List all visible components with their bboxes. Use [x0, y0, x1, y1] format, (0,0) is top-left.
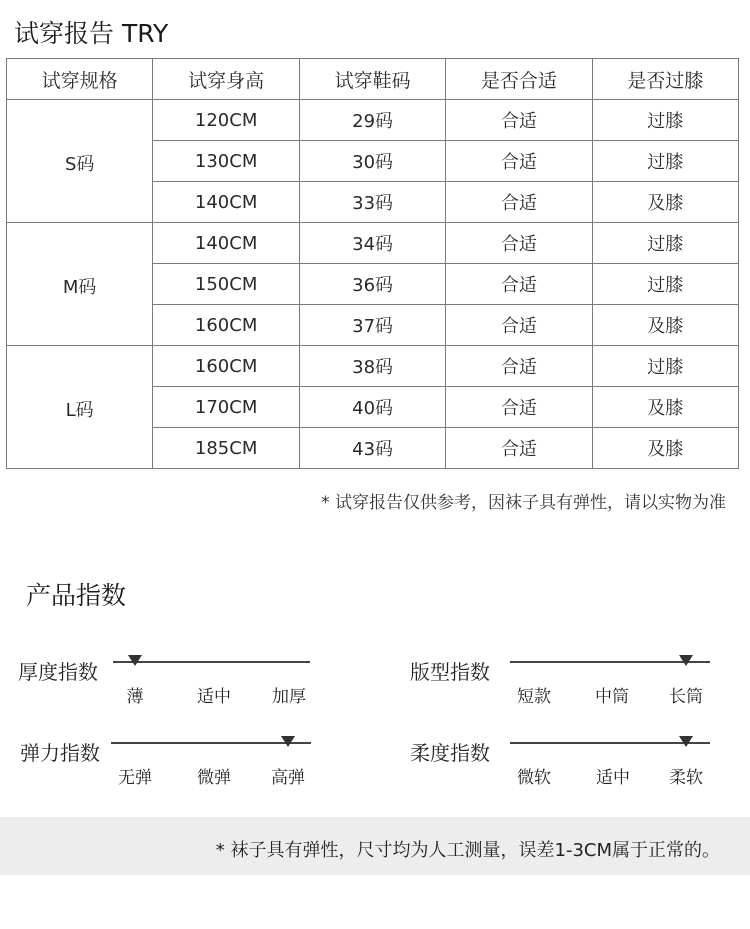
knee-cell: 过膝: [592, 223, 738, 264]
shoe-cell: 30码: [299, 141, 445, 182]
knee-cell: 过膝: [592, 264, 738, 305]
fit-cell: 合适: [446, 182, 592, 223]
height-cell: 170CM: [153, 387, 300, 428]
index-label: 适中: [197, 687, 231, 707]
index-label: 薄: [126, 687, 144, 707]
shoe-cell: 33码: [299, 182, 445, 223]
try-report-table: [6, 58, 739, 469]
height-cell: 185CM: [153, 428, 300, 469]
size-cell: M码: [7, 223, 153, 346]
height-cell: 120CM: [153, 100, 300, 141]
index-name: 柔度指数: [410, 741, 490, 765]
header-fit: 是否合适: [446, 59, 592, 100]
height-cell: 130CM: [153, 141, 300, 182]
index-name: 弹力指数: [20, 741, 100, 765]
index-marker: [679, 736, 693, 747]
index-label: 无弹: [118, 768, 152, 788]
index-name: 版型指数: [410, 660, 490, 684]
fit-cell: 合适: [446, 305, 592, 346]
header-shoe: 试穿鞋码: [299, 59, 445, 100]
shoe-cell: 38码: [299, 346, 445, 387]
shoe-cell: 36码: [299, 264, 445, 305]
index-label: 高弹: [271, 768, 305, 788]
page-title: 试穿报告 TRY: [14, 19, 169, 48]
header-size: 试穿规格: [7, 59, 153, 100]
shoe-cell: 29码: [299, 100, 445, 141]
fit-cell: 合适: [446, 264, 592, 305]
index-label: 微软: [517, 768, 551, 788]
knee-cell: 及膝: [592, 305, 738, 346]
table-row: [7, 100, 739, 141]
index-label: 适中: [596, 768, 630, 788]
index-marker: [128, 655, 142, 666]
fit-cell: 合适: [446, 223, 592, 264]
knee-cell: 及膝: [592, 387, 738, 428]
height-cell: 160CM: [153, 346, 300, 387]
index-label: 微弹: [197, 768, 231, 788]
try-note: * 试穿报告仅供参考，因袜子具有弹性，请以实物为准: [321, 493, 726, 513]
index-marker: [679, 655, 693, 666]
knee-cell: 过膝: [592, 141, 738, 182]
index-style: [410, 656, 740, 716]
table-header-row: [7, 59, 739, 100]
height-cell: 140CM: [153, 182, 300, 223]
index-label: 短款: [517, 687, 551, 707]
size-cell: S码: [7, 100, 153, 223]
height-cell: 160CM: [153, 305, 300, 346]
fit-cell: 合适: [446, 387, 592, 428]
footer-band: [0, 817, 750, 875]
index-thickness: [18, 656, 348, 716]
index-marker: [281, 736, 295, 747]
height-cell: 150CM: [153, 264, 300, 305]
index-name: 厚度指数: [18, 660, 98, 684]
height-cell: 140CM: [153, 223, 300, 264]
shoe-cell: 34码: [299, 223, 445, 264]
index-label: 中筒: [595, 687, 629, 707]
knee-cell: 及膝: [592, 182, 738, 223]
shoe-cell: 40码: [299, 387, 445, 428]
index-softness: [410, 737, 740, 797]
fit-cell: 合适: [446, 346, 592, 387]
footer-note: * 袜子具有弹性，尺寸均为人工测量，误差1-3CM属于正常的。: [215, 840, 720, 861]
fit-cell: 合适: [446, 428, 592, 469]
index-label: 柔软: [669, 768, 703, 788]
knee-cell: 过膝: [592, 100, 738, 141]
index-elasticity: [20, 737, 350, 797]
header-knee: 是否过膝: [592, 59, 738, 100]
index-label: 长筒: [669, 687, 703, 707]
fit-cell: 合适: [446, 141, 592, 182]
size-cell: L码: [7, 346, 153, 469]
header-height: 试穿身高: [153, 59, 300, 100]
table-row: [7, 346, 739, 387]
index-label: 加厚: [272, 687, 306, 707]
shoe-cell: 37码: [299, 305, 445, 346]
index-line: [113, 661, 310, 663]
knee-cell: 过膝: [592, 346, 738, 387]
fit-cell: 合适: [446, 100, 592, 141]
knee-cell: 及膝: [592, 428, 738, 469]
table-row: [7, 223, 739, 264]
shoe-cell: 43码: [299, 428, 445, 469]
section-title: 产品指数: [26, 581, 127, 610]
